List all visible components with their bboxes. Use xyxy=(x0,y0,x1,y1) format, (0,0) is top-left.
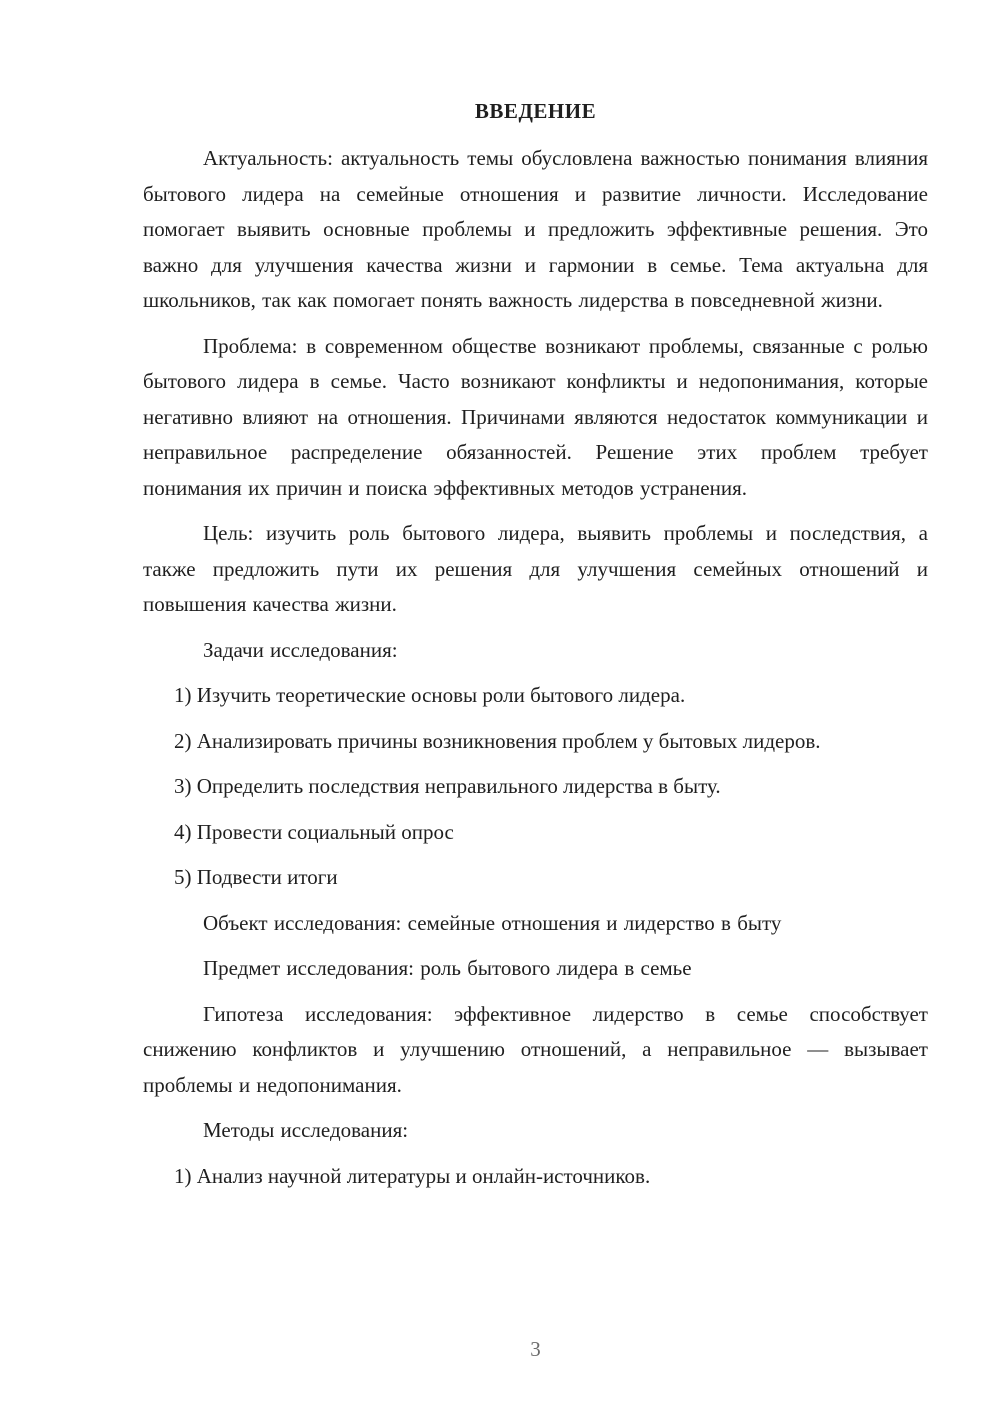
goal-paragraph: Цель: изучить роль бытового лидера, выявить проблемы и последствия, а также предложить пути их решения для улучшения семейных отношений и повышения качества жизни. xyxy=(143,521,928,616)
object-paragraph: Объект исследования: семейные отношения и лидерство в быту xyxy=(203,910,782,935)
problem-paragraph: Проблема: в современном обществе возникают проблемы, связанные с ролью бытового лидера в семье. Часто возникают конфликты и недопонимания, которые негативно влияют на отношения. Причинами являются недостаток коммуникации и неправильное распределение обязанностей. Решение этих проблем требует понимания их причин и поиска эффективных методов устранения. xyxy=(143,333,928,500)
methods-heading: Методы исследования: xyxy=(203,1118,409,1142)
task-item-3: 3) Определить последствия неправильного лидерства в быту. xyxy=(174,774,721,798)
task-item-1: 1) Изучить теоретические основы роли бытового лидера. xyxy=(174,683,686,707)
subject-paragraph: Предмет исследования: роль бытового лидера в семье xyxy=(203,956,692,980)
hypothesis-paragraph: Гипотеза исследования: эффективное лидерство в семье способствует снижению конфликтов и улучшению отношений, а неправильное — вызывает проблемы и недопонимания. xyxy=(143,1001,928,1097)
tasks-heading: Задачи исследования: xyxy=(203,637,398,662)
task-item-2: 2) Анализировать причины возникновения проблем у бытовых лидеров. xyxy=(174,728,821,753)
method-item-1: 1) Анализ научной литературы и онлайн-источников. xyxy=(174,1163,651,1188)
document-body xyxy=(143,141,928,1204)
relevance-paragraph: Актуальность: актуальность темы обусловлена важностью понимания влияния бытового лидера на семейные отношения и развитие личности. Исследование помогает выявить основные проблемы и предложить эффективные решения. Это важно для улучшения качества жизни и гармонии в семье. Тема актуальна для школьников, так как помогает понять важность лидерства в повседневной жизни. xyxy=(143,146,928,312)
task-item-4: 4) Провести социальный опрос xyxy=(174,819,454,844)
task-item-5: 5) Подвести итоги xyxy=(174,865,338,889)
page-number: 3 xyxy=(530,1337,541,1361)
section-title: ВВЕДЕНИЕ xyxy=(474,99,597,123)
document-page xyxy=(143,0,928,1414)
